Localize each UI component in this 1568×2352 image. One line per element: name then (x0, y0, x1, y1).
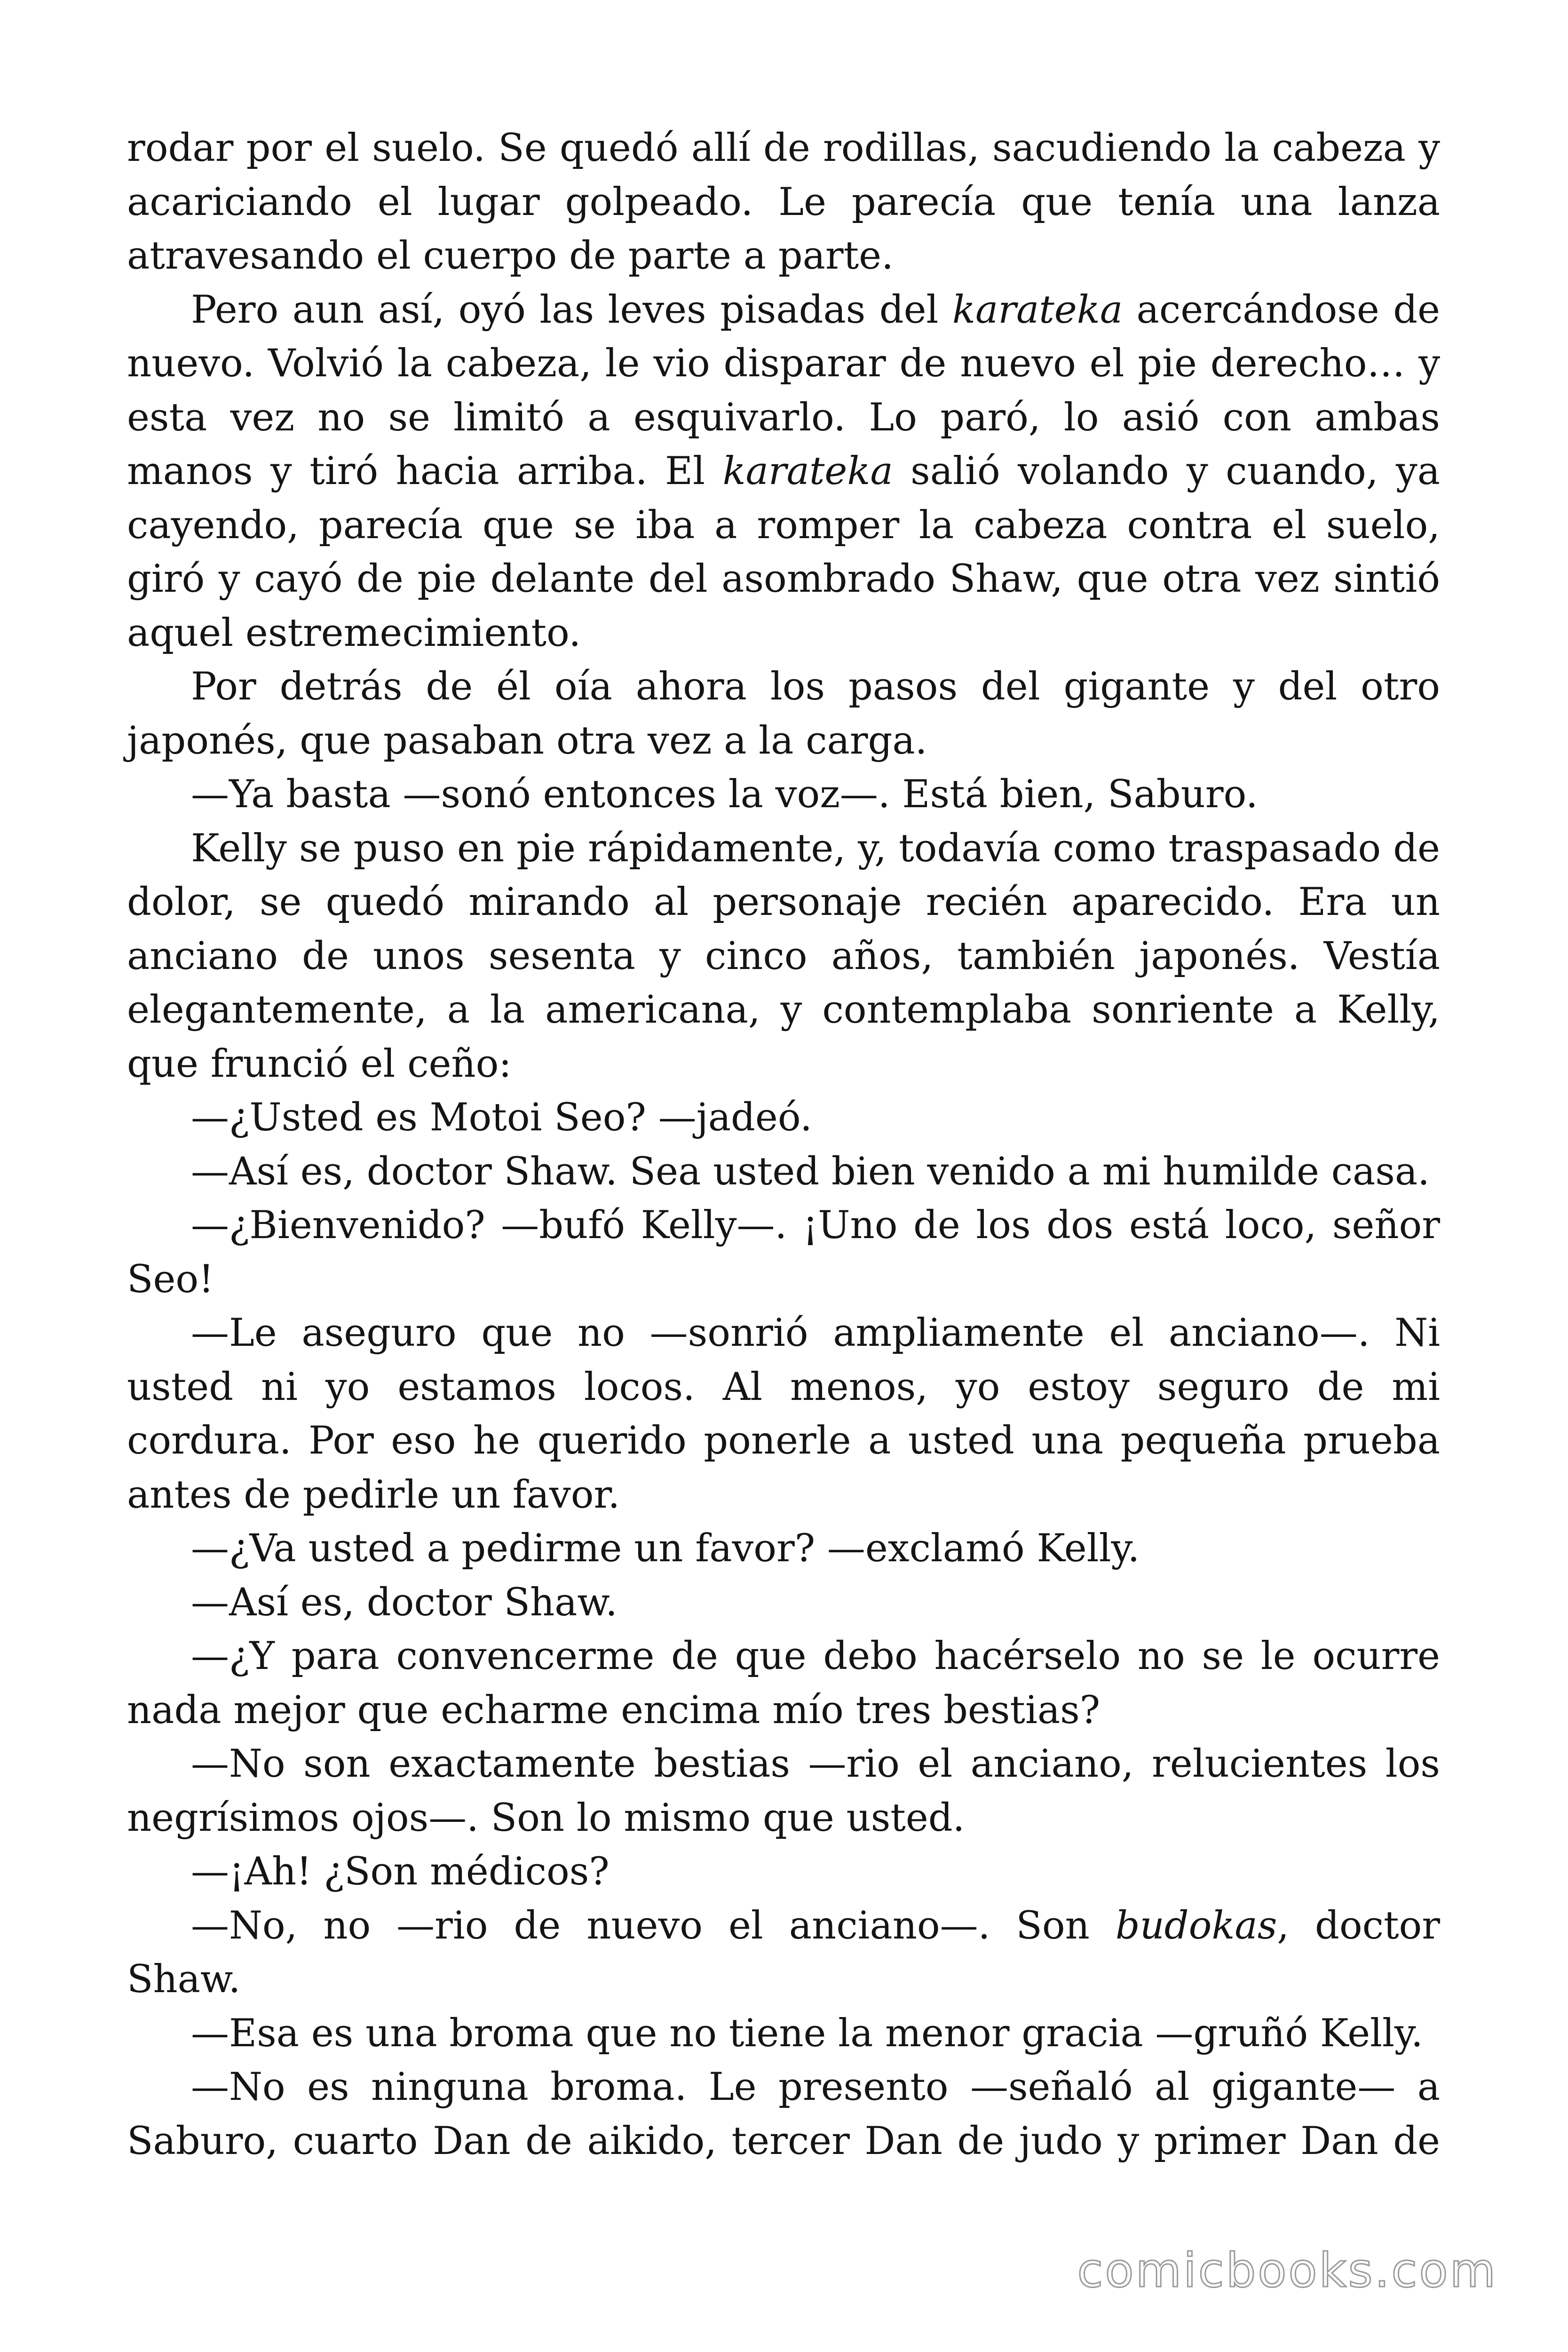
text-run: Pero aun así, oyó las leves pisadas del (191, 287, 952, 332)
page-body (127, 121, 1440, 2168)
paragraph (127, 1899, 1440, 2007)
paragraph (127, 1576, 1440, 1630)
text-run: —¿Usted es Motoi Seo? —jadeó. (191, 1096, 812, 1140)
text-run: —¿Bienvenido? —bufó Kelly—. ¡Uno de los dos está loco, señor Seo! (127, 1203, 1440, 1302)
text-run: Por detrás de él oía ahora los pasos del gigante y del otro japonés, que pasaban otra vez a la carga. (127, 665, 1440, 763)
paragraph (127, 2007, 1440, 2061)
paragraph (127, 1091, 1440, 1145)
italic-term: karateka (952, 287, 1123, 332)
text-run: —Ya basta —sonó entonces la voz—. Está bien, Saburo. (191, 772, 1258, 817)
paragraph (127, 1199, 1440, 1306)
text-run: salió volando y cuando, ya cayendo, parecía que se iba a romper la cabeza contra el suelo, giró y cayó de pie delante del asombrado Shaw, que otra vez sintió aquel estremecimiento. (127, 449, 1441, 655)
paragraph (127, 768, 1440, 822)
paragraph (127, 822, 1440, 1091)
text-run: —¿Va usted a pedirme un favor? —exclamó Kelly. (191, 1526, 1140, 1571)
text-run: —No es ninguna broma. Le presento —señaló al gigante— a Saburo, cuarto Dan de aikido, tercer Dan de judo y primer Dan de (127, 2065, 1440, 2163)
watermark-logo: comicbooks.com (1077, 2243, 1497, 2298)
paragraph (127, 1629, 1440, 1737)
italic-term: karateka (722, 449, 893, 493)
paragraph (127, 1145, 1440, 1199)
text-run: —Le aseguro que no —sonrió ampliamente el anciano—. Ni usted ni yo estamos locos. Al menos, yo estoy seguro de mi cordura. Por eso he querido ponerle a usted una pequeña prueba antes de pedirle un favor. (127, 1311, 1440, 1517)
paragraph (127, 1306, 1440, 1522)
paragraph (127, 1522, 1440, 1576)
paragraph (127, 1845, 1440, 1899)
text-run: —No, no —rio de nuevo el anciano—. Son (191, 1903, 1116, 1948)
text-run: acercándose de nuevo. Volvió la cabeza, le vio disparar de nuevo el pie derecho… y esta vez no se limitó a esquivarlo. Lo paró, lo asió con ambas manos y tiró hacia arriba. El (127, 287, 1440, 493)
text-run: —¡Ah! ¿Son médicos? (191, 1850, 610, 1894)
paragraph (127, 2060, 1440, 2168)
paragraph (127, 283, 1440, 660)
paragraph (127, 660, 1440, 768)
text-run: , doctor Shaw. (127, 1903, 1440, 2002)
text-run: —Esa es una broma que no tiene la menor gracia —gruñó Kelly. (191, 2011, 1423, 2056)
text-run: —Así es, doctor Shaw. (191, 1580, 618, 1625)
paragraph (127, 121, 1440, 283)
text-run: Kelly se puso en pie rápidamente, y, todavía como traspasado de dolor, se quedó mirando al personaje recién aparecido. Era un anciano de unos sesenta y cinco años, también japonés. Vestía elegantemente, a la americana, y contemplaba sonriente a Kelly, que frunció el ceño: (127, 826, 1440, 1086)
text-run: —No son exactamente bestias —rio el anciano, relucientes los negrísimos ojos—. Son lo mismo que usted. (127, 1742, 1440, 1840)
text-run: rodar por el suelo. Se quedó allí de rodillas, sacudiendo la cabeza y acariciando el lugar golpeado. Le parecía que tenía una lanza atravesando el cuerpo de parte a parte. (127, 126, 1440, 278)
text-run: —Así es, doctor Shaw. Sea usted bien venido a mi humilde casa. (191, 1149, 1430, 1194)
italic-term: budokas (1115, 1903, 1277, 1948)
paragraph (127, 1737, 1440, 1845)
text-run: —¿Y para convencerme de que debo hacérselo no se le ocurre nada mejor que echarme encima mío tres bestias? (127, 1634, 1440, 1732)
